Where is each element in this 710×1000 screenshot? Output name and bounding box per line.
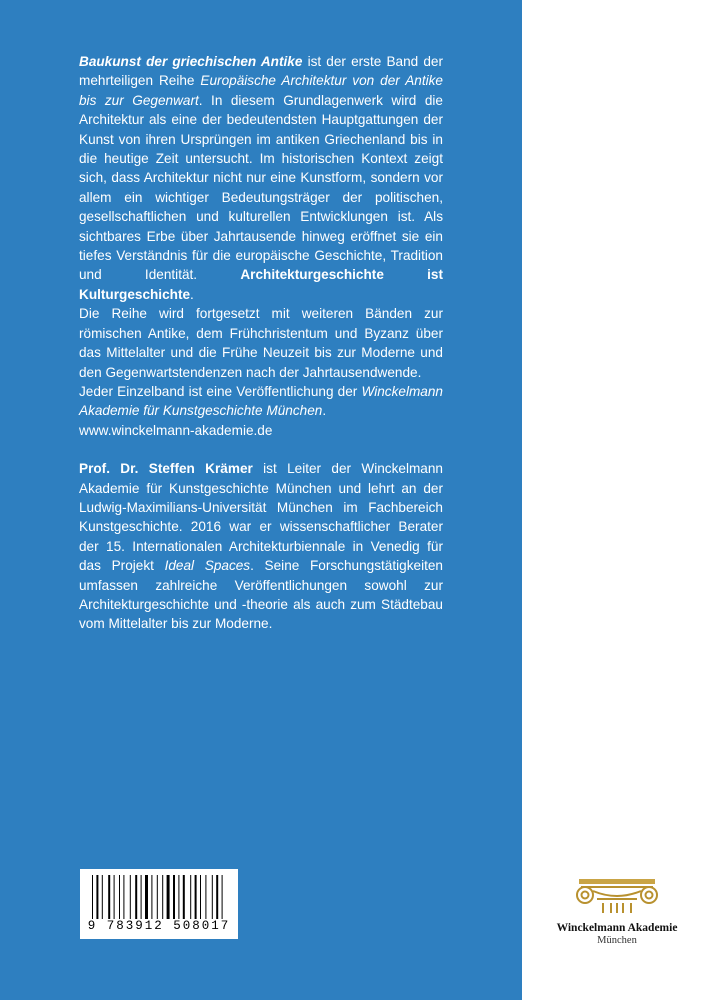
barcode-bar <box>141 875 142 919</box>
barcode-bar <box>114 875 115 919</box>
barcode-bar <box>130 875 131 919</box>
barcode-bar <box>96 875 98 919</box>
logo-city: München <box>597 935 637 946</box>
barcode-bar <box>145 875 148 919</box>
barcode-bars <box>92 875 226 919</box>
barcode-bar <box>195 875 197 919</box>
barcode-bar <box>92 875 93 919</box>
publisher-logo <box>552 873 682 946</box>
series-paragraph: Baukunst der griechischen Antike ist der erste Band der mehrteiligen Reihe Europäische Architektur von der Antike bis zur Gegenwart. In diesem Grundlagenwerk wird die Architektur als eine der bedeutendsten Hauptgattungen der Kunst von ihren Ursprüngen im antiken Griechenland bis in die heutige Zeit untersucht. Im historischen Kontext zeigt sich, dass Architektur nicht nur eine Kunstform, sondern vor allem ein wichtiger Bedeutungsträger der politischen, gesellschaftlichen und kulturellen Entwicklungen ist. Als sichtbares Erbe über Jahrtausende hinweg eröffnet sie ein tiefes Verständnis für die europäische Geschichte, Tradition und Identität. Architekturgeschichte ist Kulturgeschichte. <box>79 54 443 302</box>
series-name: Europäische Architektur von der Antike bis zur Gegenwart <box>79 73 443 108</box>
ionic-capital-icon <box>567 873 667 915</box>
barcode-bar <box>200 875 201 919</box>
barcode-bar <box>190 875 191 919</box>
barcode-bar <box>178 875 179 919</box>
barcode-bar <box>123 875 124 919</box>
author-name: Prof. Dr. Steffen Krämer <box>79 461 253 477</box>
series-continuation-paragraph: Die Reihe wird fortgesetzt mit weiteren Bänden zur römischen Antike, dem Frühchristentum und Byzanz über das Mittelalter und die Frühe Neuzeit bis zur Moderne und den Gegenwartstendenzen nach der Jahrtausendwende. <box>79 306 443 380</box>
barcode-bar <box>183 875 185 919</box>
barcode-bar <box>205 875 206 919</box>
barcode-bar <box>222 875 223 919</box>
project-name: Ideal Spaces <box>164 558 251 574</box>
barcode-bar <box>212 875 213 919</box>
claim: Architekturgeschichte ist Kulturgeschichte <box>79 267 443 302</box>
barcode-bar <box>151 875 152 919</box>
author-paragraph: Prof. Dr. Steffen Krämer ist Leiter der Winckelmann Akademie für Kunstgeschichte München und lehrt an der Ludwig-Maximilians-Universität München im Fachbereich Kunstgeschichte. 2016 war er wissenschaftlicher Berater der 15. Internationalen Architekturbiennale in Venedig für das Projekt Ideal Spaces. Seine Forschungstätigkeiten umfassen zahlreiche Veröffentlichungen sowohl zur Architekturgeschichte und -theorie als auch zum Städtebau vom Mittelalter bis zur Moderne. <box>79 461 443 632</box>
logo-name: Winckelmann Akademie <box>556 922 678 934</box>
barcode-bar <box>157 875 158 919</box>
barcode-bar <box>162 875 163 919</box>
academy-name: Winckelmann Akademie für Kunstgeschichte München <box>79 383 443 419</box>
barcode-bar <box>135 875 137 919</box>
back-cover-text <box>79 52 443 634</box>
isbn-barcode <box>80 869 238 939</box>
book-title: Baukunst der griechischen Antike <box>79 54 303 69</box>
barcode-bar <box>108 875 110 919</box>
barcode-bar <box>119 875 120 919</box>
barcode-digits: 9 783912 508017 <box>87 919 231 933</box>
barcode-bar <box>167 875 170 919</box>
barcode-bar <box>102 875 103 919</box>
barcode-bar <box>216 875 218 919</box>
publisher-note: Jeder Einzelband ist eine Veröffentlichung der Winckelmann Akademie für Kunstgeschichte München. <box>79 383 443 419</box>
barcode-bar <box>173 875 175 919</box>
website: www.winckelmann-akademie.de <box>79 422 273 438</box>
